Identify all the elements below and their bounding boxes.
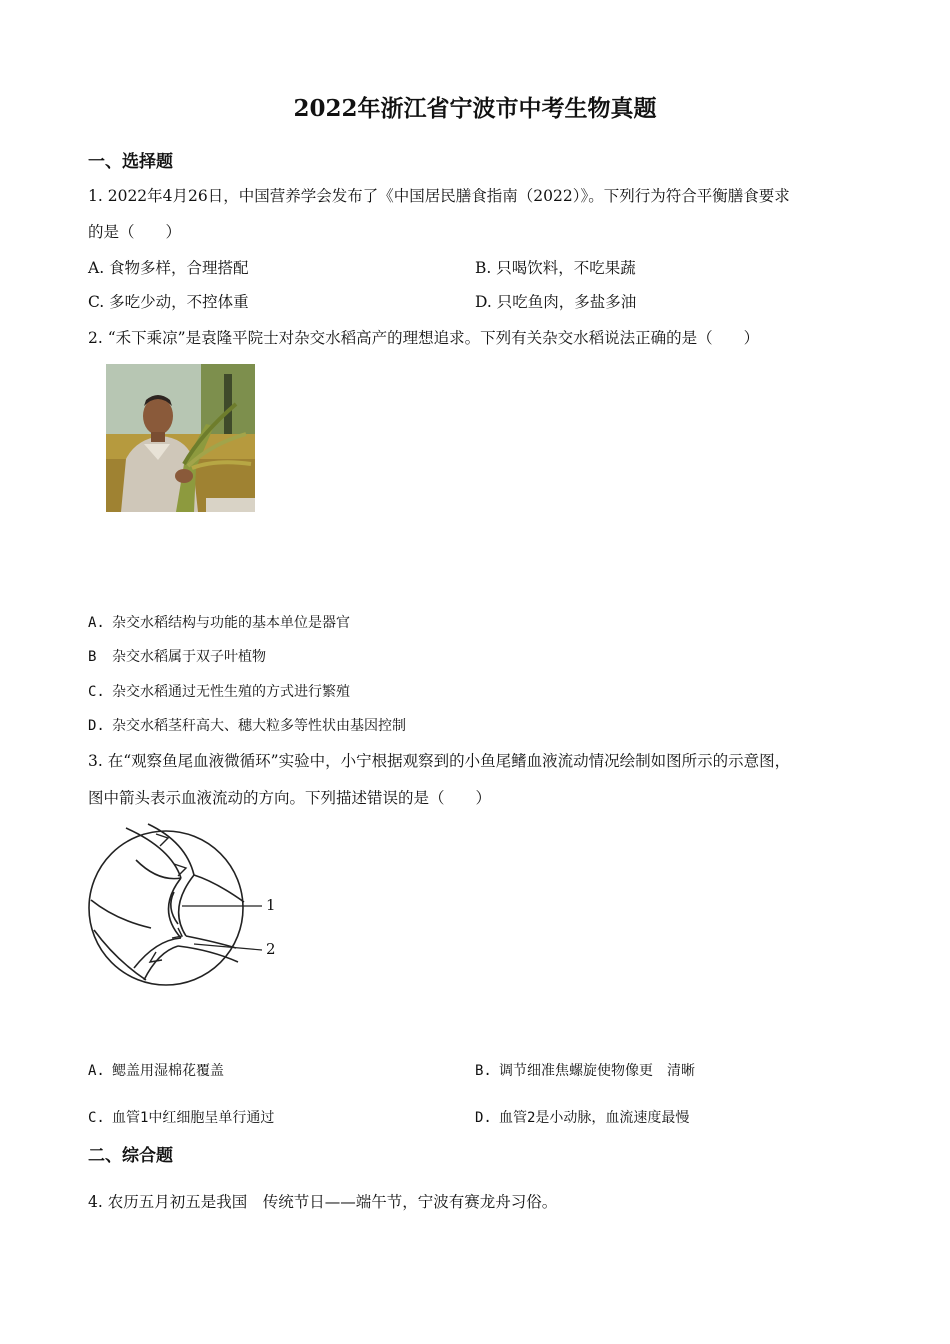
q2-stem-line1: 2. “禾下乘凉”是袁隆平院士对杂交水稻高产的理想追求。下列有关杂交水稻说法正确的是（ ） bbox=[88, 329, 760, 347]
q3-option-a: A. 鳃盖用湿棉花覆盖 bbox=[88, 1063, 224, 1079]
q1-option-a: A. 食物多样，合理搭配 bbox=[88, 259, 249, 277]
q3-option-b: B. 调节细准焦螺旋使物像更 清晰 bbox=[475, 1063, 695, 1079]
q1-stem-line1: 1. 2022年4月26日，中国营养学会发布了《中国居民膳食指南（2022）》。下列行为符合平衡膳食要求 bbox=[88, 187, 790, 205]
q2-option-c: C. 杂交水稻通过无性生殖的方式进行繁殖 bbox=[88, 684, 350, 700]
q1-option-c: C. 多吃少动，不控体重 bbox=[88, 293, 249, 311]
q3-stem-line2: 图中箭头表示血液流动的方向。下列描述错误的是（ ） bbox=[88, 789, 492, 807]
page-title: 2022年浙江省宁波市中考生物真题 bbox=[293, 95, 657, 122]
q2-option-a: A. 杂交水稻结构与功能的基本单位是器官 bbox=[88, 615, 350, 631]
q2-option-d: D. 杂交水稻茎秆高大、穗大粒多等性状由基因控制 bbox=[88, 718, 406, 734]
fish-tail-microcirculation-diagram bbox=[86, 820, 286, 990]
vessel-label-2: 2 bbox=[266, 940, 276, 958]
q3-option-c: C. 血管1中红细胞呈单行通过 bbox=[88, 1110, 275, 1126]
rice-field-photo bbox=[106, 364, 255, 512]
q3-stem-line1: 3. 在“观察鱼尾血液微循环”实验中，小宁根据观察到的小鱼尾鳍血液流动情况绘制如图所示的示意图， bbox=[88, 752, 791, 770]
q1-option-b: B. 只喝饮料，不吃果蔬 bbox=[475, 259, 636, 277]
q2-option-b: B 杂交水稻属于双子叶植物 bbox=[88, 649, 266, 665]
q1-stem-line2: 的是（ ） bbox=[88, 223, 182, 241]
section-heading-choice: 一、选择题 bbox=[88, 152, 173, 172]
q4-stem-line1: 4. 农历五月初五是我国 传统节日——端午节，宁波有赛龙舟习俗。 bbox=[88, 1193, 558, 1211]
q1-option-d: D. 只吃鱼肉，多盐多油 bbox=[475, 293, 637, 311]
section-heading-comprehensive: 二、综合题 bbox=[88, 1146, 173, 1166]
q3-option-d: D. 血管2是小动脉，血流速度最慢 bbox=[475, 1110, 690, 1126]
vessel-label-1: 1 bbox=[266, 896, 276, 914]
